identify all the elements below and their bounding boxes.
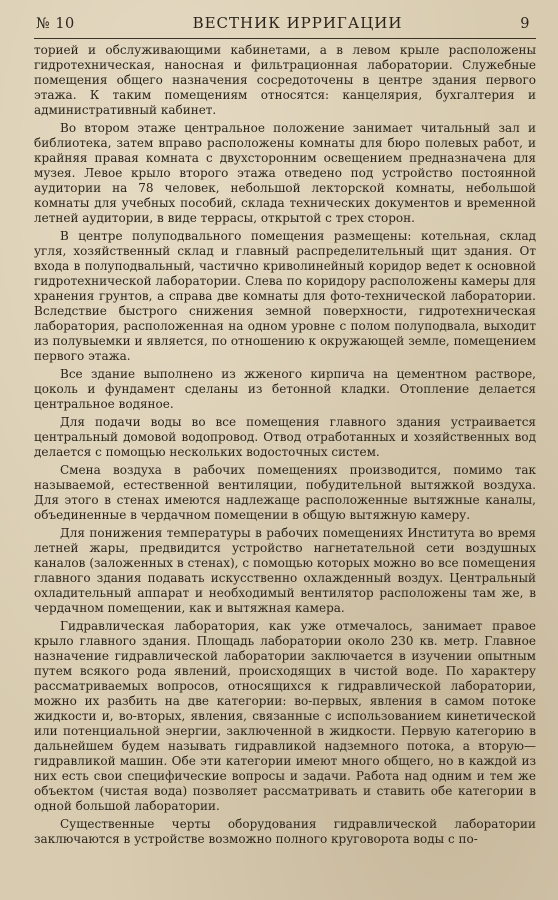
paragraph: В центре полуподвального помещения размещены: котельная, склад угля, хозяйственный склад и главный распределительный щит здания. От входа в полуподвальный, частично криволинейный коридор ведет к основной гидротехнической лаборатории. Слева по коридору расположены камеры для хранения грунтов, а справа две комнаты для фото-технической лаборатории. Вследствие быстрого снижения земной поверхности, гидротехническая лаборатория, расположенная на одном уровне с полом полуподвала, выходит из полувыемки и является, по отношению к окружающей земле, помещением первого этажа. [34, 229, 536, 363]
paragraph: Существенные черты оборудования гидравлической лаборатории заключаются в устройстве возможно полного круговорота воды с по- [34, 817, 536, 846]
paragraph: Смена воздуха в рабочих помещениях производится, помимо так называемой, естественной вентиляции, побудительной вытяжкой воздуха. Для этого в стенах имеются надлежаще расположенные вытяжные каналы, объединенные в чердачном помещении в общую вытяжную камеру. [34, 463, 536, 522]
paragraph: торией и обслуживающими кабинетами, а в левом крыле расположены гидротехническая, наносная и фильтрационная лаборатории. Служебные помещения общего назначения сосредоточены в центре здания первого этажа. К таким помещениям относятся: канцелярия, бухгалтерия и административный кабинет. [34, 43, 536, 117]
issue-number: № 10 [36, 16, 75, 32]
paragraph: Для понижения температуры в рабочих помещениях Института во время летней жары, предвидится устройство нагнетательной сети воздушных каналов (заложенных в стенах), с помощью которых можно во все помещения главного здания подавать искусственно охлажденный воздух. Центральный охладительный аппарат и необходимый вентилятор расположены там же, в чердачном помещении, как и вытяжная камера. [34, 526, 536, 615]
paragraph: Все здание выполнено из жженого кирпича на цементном растворе, цоколь и фундамент сделаны из бетонной кладки. Отопление делается центральное водяное. [34, 367, 536, 411]
page-header [34, 14, 536, 36]
paragraph: Для подачи воды во все помещения главного здания устраивается центральный домовой водопровод. Отвод отработанных и хозяйственных вод делается с помощью нескольких водосточных систем. [34, 415, 536, 459]
paragraph: Во втором этаже центральное положение занимает читальный зал и библиотека, затем вправо расположены комнаты для бюро полевых работ, и крайняя правая комната с двухсторонним освещением предназначена для музея. Левое крыло второго этажа отведено под устройство постоянной аудитории на 78 человек, небольшой лекторской комнаты, небольшой комнаты для учебных пособий, склада технических документов и временной летней аудитории, в виде террасы, открытой с трех сторон. [34, 121, 536, 225]
journal-title: ВЕСТНИК ИРРИГАЦИИ [192, 14, 403, 32]
article-body [34, 43, 536, 847]
page-number: 9 [520, 16, 530, 32]
paragraph: Гидравлическая лаборатория, как уже отмечалось, занимает правое крыло главного здания. Площадь лаборатории около 230 кв. метр. Главное назначение гидравлической лаборатории заключается в изучении опытным путем всякого рода явлений, происходящих в чистой воде. По характеру рассматриваемых вопросов, относящихся к гидравлической лаборатории, можно их разбить на две категории: во-первых, явления в самом потоке жидкости и, во-вторых, явления, связанные с использованием кинетической или потенциальной энергии, заключенной в жидкости. Первую категорию в дальнейшем будем называть гидравликой надземного потока, а вторую—гидравликой машин. Обе эти категории имеют много общего, но в каждой из них есть свои специфические вопросы и задачи. Работа над одним и тем же объектом (чистая вода) позволяет рассматривать и ставить обе категории в одной большой лаборатории. [34, 619, 536, 813]
header-rule [34, 38, 536, 39]
